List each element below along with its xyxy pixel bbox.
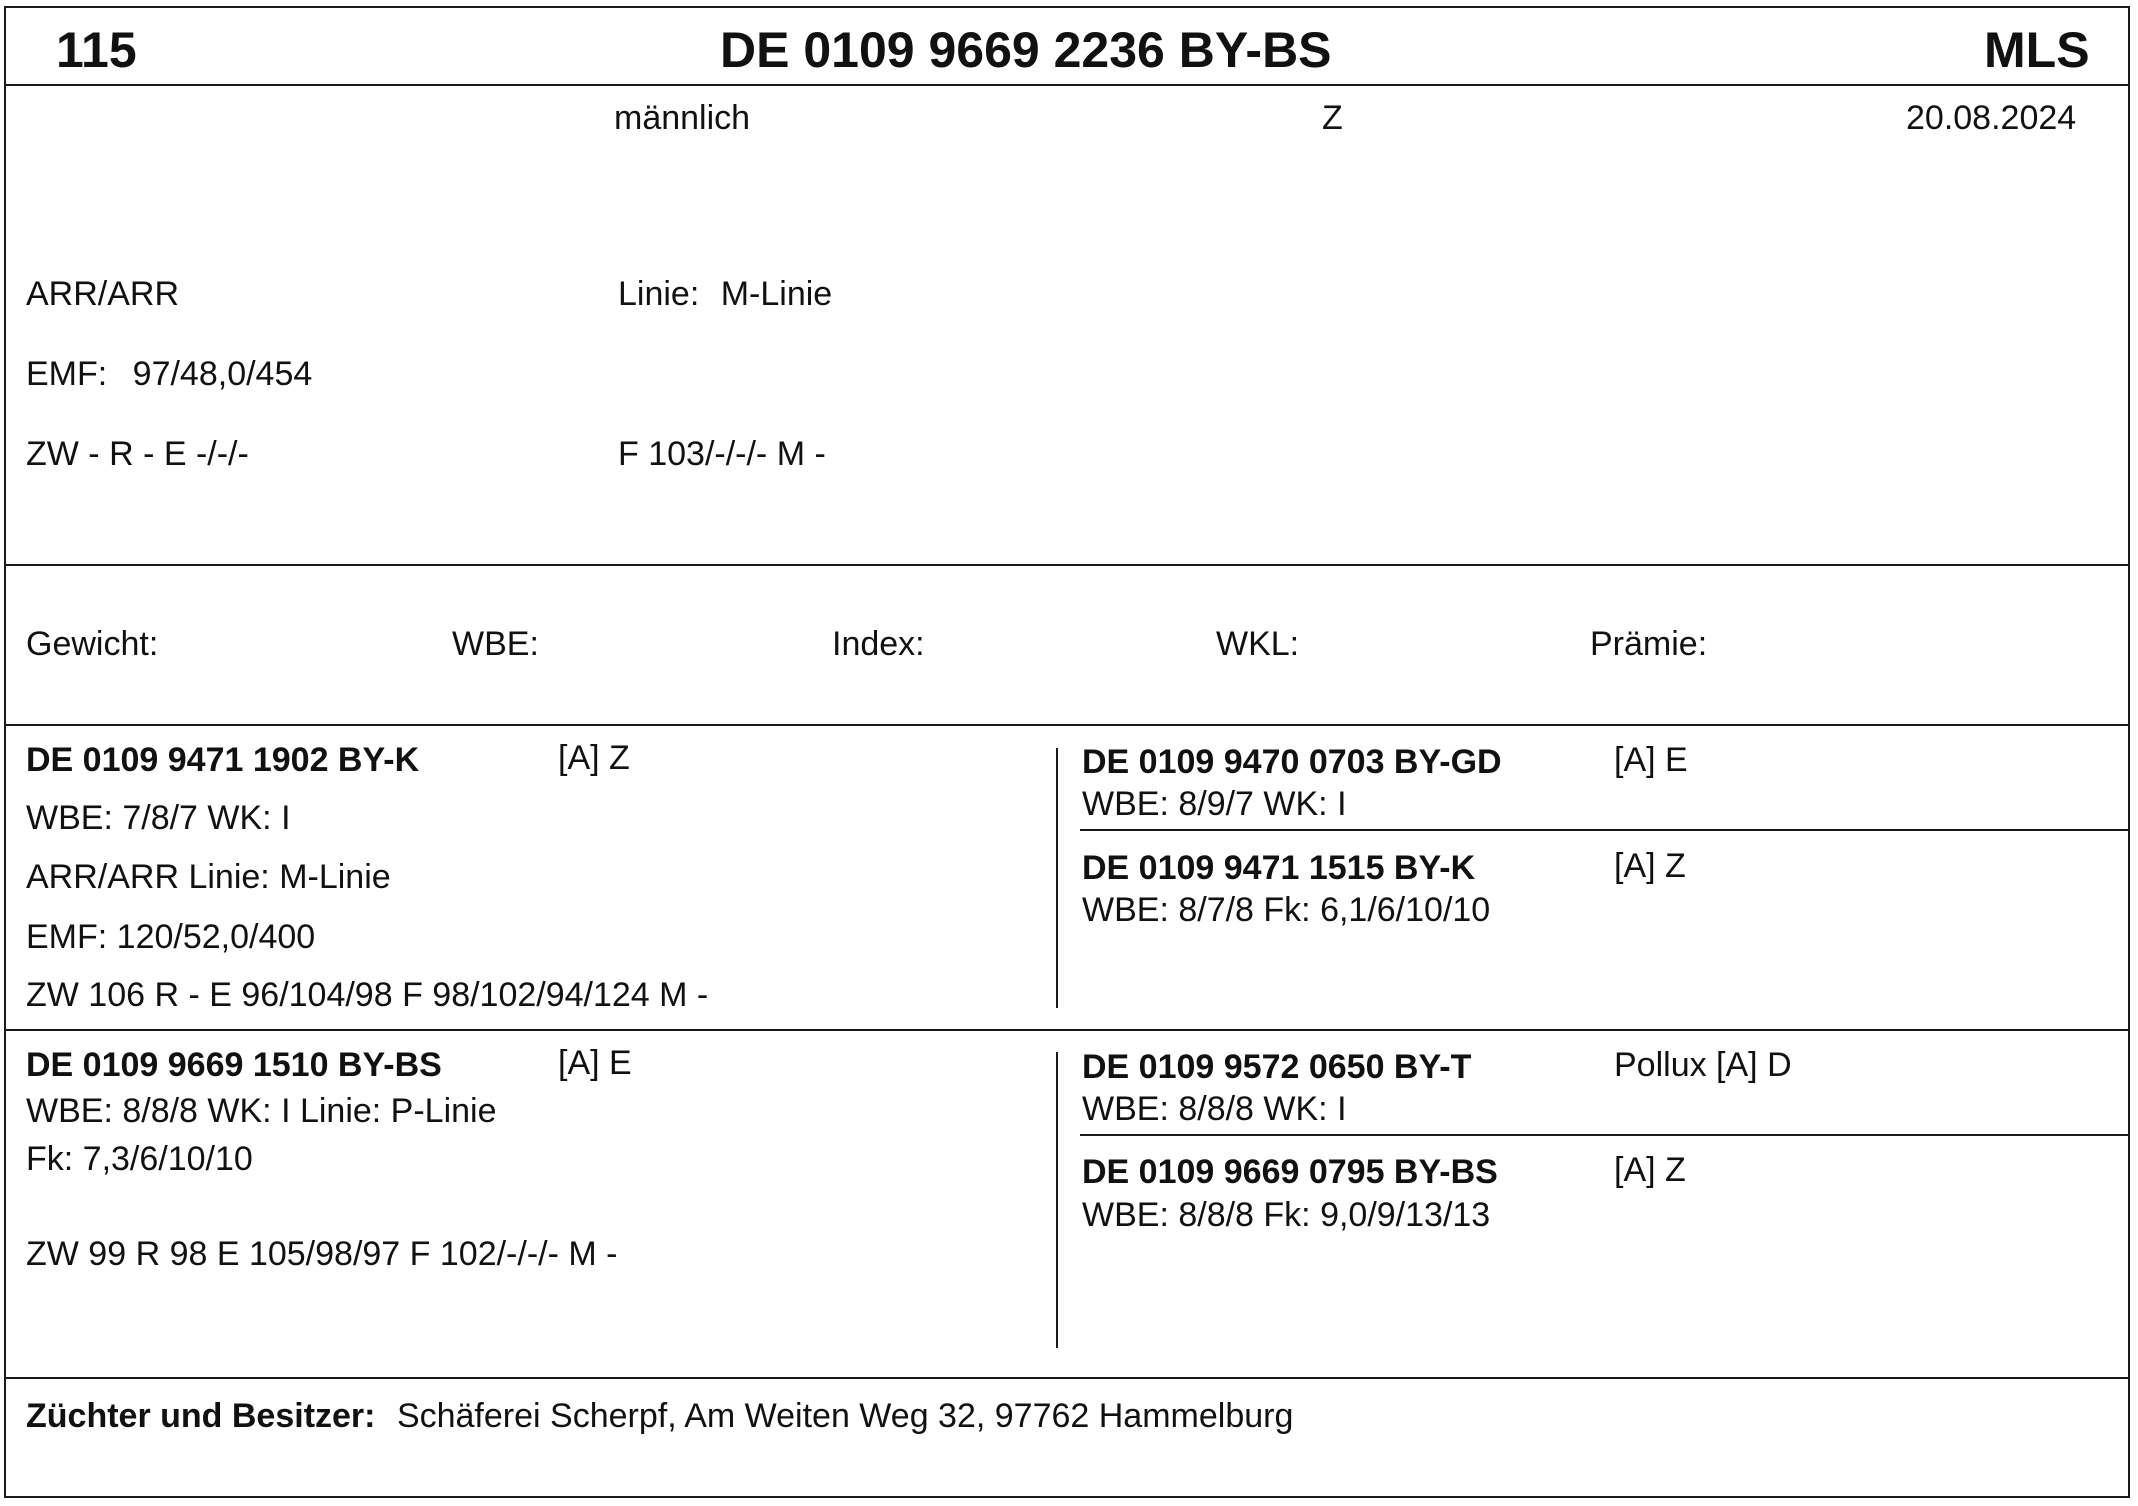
dam-sire-tag: Pollux [A] D [1614, 1046, 1792, 1084]
sire-parents-divider [1080, 829, 2130, 831]
dam-column-divider [1056, 1052, 1058, 1348]
sire-id: DE 0109 9471 1902 BY-K [26, 741, 420, 779]
dam-parents-divider [1080, 1134, 2130, 1136]
dam-dam-tag: [A] Z [1614, 1151, 1686, 1189]
sire-dam-id: DE 0109 9471 1515 BY-K [1082, 849, 1476, 887]
sire-sire-line: WBE: 8/9/7 WK: I [1082, 785, 1347, 823]
pedigree-divider [4, 1029, 2130, 1031]
sire-line: EMF: 120/52,0/400 [26, 918, 316, 956]
genotype: ARR/ARR [26, 275, 180, 313]
breeder-owner-label: Züchter und Besitzer: [26, 1397, 376, 1435]
emf-label: EMF: [26, 355, 108, 393]
line-value: M-Linie [720, 275, 833, 313]
birth-date: 20.08.2024 [1906, 99, 2077, 137]
weight-label: Gewicht: [26, 625, 159, 663]
sire-sire-id: DE 0109 9470 0703 BY-GD [1082, 743, 1502, 781]
sire-line: ZW 106 R - E 96/104/98 F 98/102/94/124 M - [26, 976, 709, 1014]
sire-sire-tag: [A] E [1614, 741, 1688, 779]
dam-line: WBE: 8/8/8 WK: I Linie: P-Linie [26, 1092, 497, 1130]
dam-id: DE 0109 9669 1510 BY-BS [26, 1046, 442, 1084]
info-divider [4, 564, 2130, 566]
sire-line: WBE: 7/8/7 WK: I [26, 799, 291, 837]
f-values: F 103/-/-/- M - [618, 435, 826, 473]
breeder-owner [26, 1396, 1293, 1436]
breed-code: MLS [1984, 22, 2090, 78]
catalog-number: 115 [56, 22, 137, 78]
dam-sire-id: DE 0109 9572 0650 BY-T [1082, 1048, 1472, 1086]
dam-line: Fk: 7,3/6/10/10 [26, 1140, 253, 1178]
wbe-label: WBE: [452, 625, 539, 663]
emf-info [26, 354, 312, 394]
sire-dam-line: WBE: 8/7/8 Fk: 6,1/6/10/10 [1082, 891, 1491, 929]
herdbook-status: Z [1322, 99, 1343, 137]
animal-id: DE 0109 9669 2236 BY-BS [720, 22, 1332, 78]
dam-tag: [A] E [558, 1044, 632, 1082]
footer-divider [4, 1377, 2130, 1379]
breeder-owner-value: Schäferei Scherpf, Am Weiten Weg 32, 97762 Hammelburg [396, 1397, 1294, 1435]
measures-divider [4, 724, 2130, 726]
zw-values: ZW - R - E -/-/- [26, 435, 249, 473]
header-divider [4, 84, 2130, 86]
index-label: Index: [832, 625, 925, 663]
wkl-label: WKL: [1216, 625, 1300, 663]
sire-line: ARR/ARR Linie: M-Linie [26, 858, 391, 896]
sire-column-divider [1056, 748, 1058, 1008]
premium-label: Prämie: [1590, 625, 1708, 663]
sex: männlich [614, 99, 751, 137]
sire-dam-tag: [A] Z [1614, 847, 1686, 885]
line-label: Linie: [618, 275, 700, 313]
dam-dam-line: WBE: 8/8/8 Fk: 9,0/9/13/13 [1082, 1196, 1491, 1234]
dam-line: ZW 99 R 98 E 105/98/97 F 102/-/-/- M - [26, 1235, 618, 1273]
sire-tag: [A] Z [558, 739, 630, 777]
emf-value: 97/48,0/454 [132, 355, 313, 393]
line-info [618, 274, 832, 314]
dam-dam-id: DE 0109 9669 0795 BY-BS [1082, 1153, 1498, 1191]
dam-sire-line: WBE: 8/8/8 WK: I [1082, 1090, 1347, 1128]
